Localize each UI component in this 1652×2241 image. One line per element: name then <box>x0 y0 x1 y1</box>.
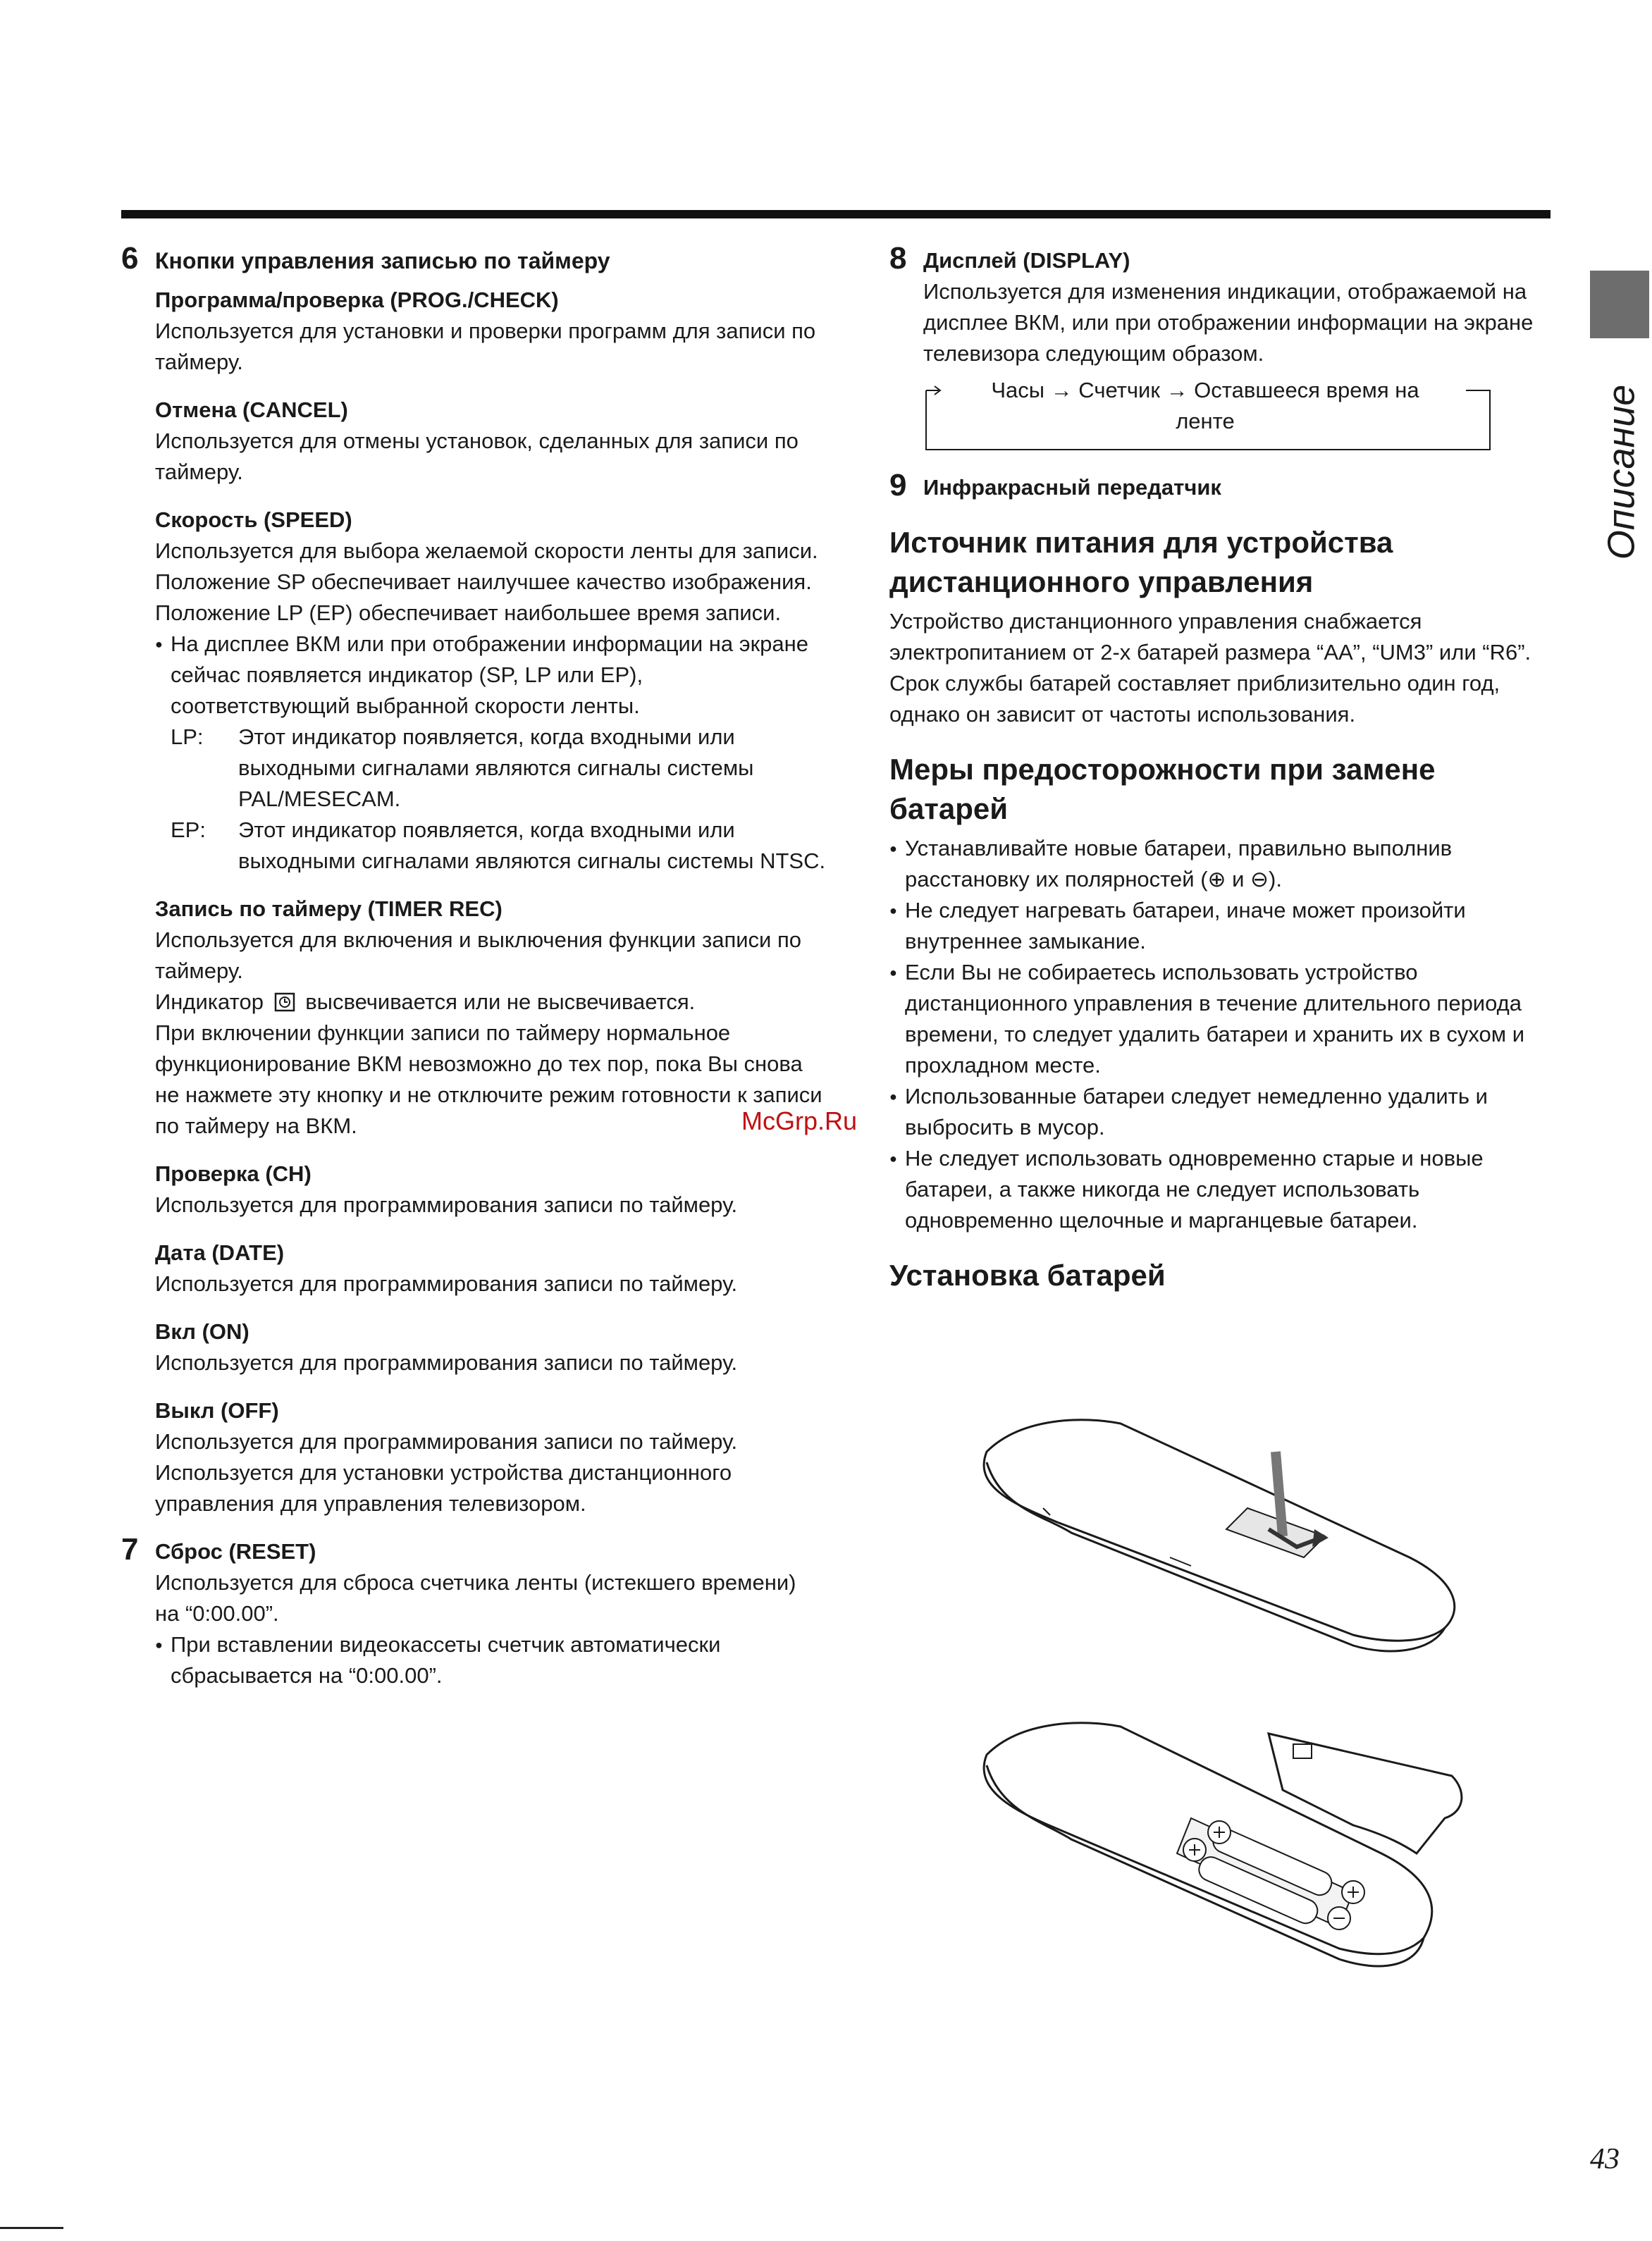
scan-artifact <box>0 2227 63 2229</box>
item-ch: Проверка (CH) Используется для программирования записи по таймеру. <box>155 1161 738 1217</box>
section-number: 8 <box>889 241 907 276</box>
lp-note: LP: Этот индикатор появляется, когда входными или выходными сигналами являются сигналы системы PAL/MESECAM. <box>171 724 754 811</box>
section-8: 8 Дисплей (DISPLAY) Используется для изменения индикации, отображаемой на дисплее ВКМ, или при отображении информации на экране телевизора следующим образом. <box>889 245 1552 369</box>
section-9 <box>889 468 1552 503</box>
power-source-text: Устройство дистанционного управления снабжается электропитанием от 2-х батарей размера “AA”, “UM3” или “R6”. Срок службы батарей составляет приблизительно один год, однако он зависит от частоты использования. <box>889 609 1531 727</box>
item-prog-check: Программа/проверка (PROG./CHECK) Используется для установки и проверки программ для записи по таймеру. <box>155 288 816 374</box>
section-7: 7 Сброс (RESET) Используется для сброса счетчика ленты (истекшего времени) на “0:00.00”. ● При вставлении видеокассеты счетчик автоматически сбрасывается на “0:00.00”. <box>121 1536 826 1691</box>
precaution-item: ● Если Вы не собираетесь использовать устройство дистанционного управления в течение длительного периода времени, то следует удалить батареи и хранить их в сухом и прохладном месте. <box>889 957 1552 1081</box>
item-cancel: Отмена (CANCEL) Используется для отмены установок, сделанных для записи по таймеру. <box>155 397 799 484</box>
precaution-item: ● Устанавливайте новые батареи, правильно выполнив расстановку их полярностей (⊕ и ⊖). <box>889 833 1552 895</box>
item-timer-rec: Запись по таймеру (TIMER REC) Используется для включения и выключения функции записи по таймеру. Индикатор высвечивается или не высвечивается. При включении функции записи по таймеру нормальное функционирование ВКМ невозможно до тех пор, пока Вы снова не нажмете эту кнопку и не отключите режим готовности к записи по таймеру на ВКМ. <box>155 896 822 1138</box>
section-number: 7 <box>121 1532 139 1567</box>
precaution-item: ● Не следует нагревать батареи, иначе может произойти внутреннее замыкание. <box>889 895 1552 957</box>
precaution-item: ● Использованные батареи следует немедленно удалить и выбросить в мусор. <box>889 1081 1552 1143</box>
bullet: ● На дисплее ВКМ или при отображении информации на экране сейчас появляется индикатор (SP, LP или EP), соответствующий выбранной скорости ленты. <box>155 629 826 722</box>
section-tab-marker <box>1590 271 1649 338</box>
timer-indicator-icon <box>274 992 295 1012</box>
item-speed: Скорость (SPEED) Используется для выбора желаемой скорости ленты для записи. Положение SP обеспечивает наилучшее качество изображения. Положение LP (EP) обеспечивает наибольшее время записи. ● На дисплее ВКМ или при отображении информации на экране сейчас появляется индикатор (SP, LP или EP), соответствующий выбранной скорости ленты. LP: Этот индикатор появляется, когда входными или выходными сигналами являются сигналы системы PAL/MESECAM. EP: Этот индикатор появляется, когда входными или выходными сигналами являются сигналы системы NTSC. <box>155 505 826 877</box>
side-section-label: Описание <box>1600 384 1643 560</box>
ep-note: EP: Этот индикатор появляется, когда входными или выходными сигналами являются сигналы системы NTSC. <box>171 817 826 873</box>
battery-install-heading: Установка батарей <box>889 1259 1166 1292</box>
bullet: ● При вставлении видеокассеты счетчик автоматически сбрасывается на “0:00.00”. <box>155 1629 826 1691</box>
precautions-heading: Меры предосторожности при замене батарей <box>889 753 1436 825</box>
section-title: Инфракрасный передатчик <box>923 475 1221 500</box>
item-on: Вкл (ON) Используется для программирования записи по таймеру. <box>155 1319 738 1375</box>
right-column <box>889 241 1552 1299</box>
remote-cover-open-illustration <box>958 1409 1494 1663</box>
remote-battery-insertion-illustration <box>958 1712 1494 2008</box>
watermark: McGrp.Ru <box>741 1106 858 1135</box>
section-title: Сброс (RESET) <box>155 1539 316 1564</box>
section-number: 9 <box>889 468 907 502</box>
display-cycle-diagram: Часы → Счетчик → Оставшееся время на ленте <box>923 375 1493 454</box>
section-title: Дисплей (DISPLAY) <box>923 248 1130 273</box>
page-number: 43 <box>1590 2143 1620 2175</box>
section-title: Кнопки управления записью по таймеру <box>155 248 610 273</box>
section-number: 6 <box>121 241 139 276</box>
item-date: Дата (DATE) Используется для программирования записи по таймеру. <box>155 1240 738 1296</box>
power-source-heading: Источник питания для устройства дистанционного управления <box>889 526 1393 598</box>
left-column <box>121 241 826 1691</box>
section-6 <box>121 241 826 1519</box>
item-off: Выкл (OFF) Используется для программирования записи по таймеру. Используется для установки устройства дистанционного управления для управления телевизором. <box>155 1398 738 1516</box>
precaution-item: ● Не следует использовать одновременно старые и новые батареи, а также никогда не следует использовать одновременно щелочные и марганцевые батареи. <box>889 1143 1552 1236</box>
top-rule <box>121 210 1551 218</box>
